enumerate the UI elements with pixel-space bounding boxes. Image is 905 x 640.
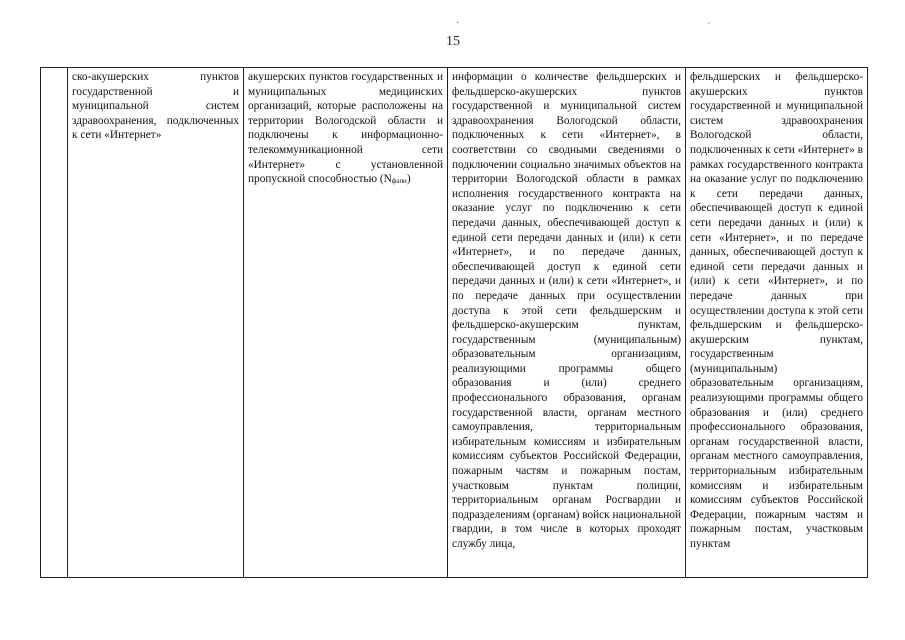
scan-speck: · xyxy=(456,18,460,29)
page-number: 15 xyxy=(446,34,460,49)
definition-subscript: фапи xyxy=(391,177,407,186)
indicator-table xyxy=(40,67,868,578)
definition-end: ) xyxy=(406,173,411,186)
source-text: фельдшерских и фельдшерско-акушерских пунктов государственной и муниципальной систем здравоохранения Вологодской области, подключенных к сети «Интернет» в рамках государственного контракта на оказание услуг по подключению к сети передачи данных, обеспечивающей доступ к единой сети передачи данных и (или) к сети «Интернет», и по передаче данных, обеспечивающей доступ к единой сети передачи данных и (или) к сети «Интернет», и по передаче данных при осуществлении доступа к этой сети фельдшерским и фельдшерско-акушерским пунктам, государственным (муниципальным) образовательным организациям, реализующими программы общего образования и (или) среднего профессионального образования, органам государственной власти, органам местного самоуправления, территориальным избирательным комиссиям и избирательным комиссиям субъектов Российской Федерации, пожарным частям и пожарным постам, участковым пунктам xyxy=(690,71,863,550)
indicator-name-cell xyxy=(68,68,244,578)
method-cell xyxy=(448,68,686,578)
row-number-cell xyxy=(41,68,68,578)
definition-cell xyxy=(244,68,448,578)
source-cell xyxy=(686,68,868,578)
indicator-name-text: ско-акушерских пунктов государственной и муниципальной систем здравоохранения, подключенных к сети «Интернет» xyxy=(72,71,239,142)
definition-text: акушерских пунктов государственных и муниципальных медицинских организаций, которые расположены на территории Вологодской области и подключены к информационно-телекоммуникационной сети «Интернет» с установленной пропускной способностью (N xyxy=(248,71,443,186)
scan-speck: ˊ xyxy=(707,22,711,33)
method-text: информации о количестве фельдшерских и фельдшерско-акушерских пунктов государственной и муниципальной систем здравоохранения Вологодской области, подключенных к сети «Интернет», в соответствии со сводными сведениями о подключении социально значимых объектов на территории Вологодской области в рамках исполнения государственного контракта на оказание услуг по подключению к сети передачи данных, обеспечивающей доступ к единой сети передачи данных и (или) к сети «Интернет», и по передаче данных, обеспечивающей доступ к единой сети передачи данных и (или) к сети «Интернет», и по передаче данных при осуществлении доступа к этой сети фельдшерским и фельдшерско-акушерским пунктам, государственным (муниципальным) образовательным организациям, реализующими программы общего образования и (или) среднего профессионального образования, органам государственной власти, органам местного самоуправления, территориальным избирательным комиссиям и избирательным комиссиям субъектов Российской Федерации, пожарным частям и пожарным постам, участковым пунктам полиции, территориальным органам Росгвардии и подразделениям (органам) войск национальной гвардии, в том числе в которых проходят службу лица, xyxy=(452,71,681,550)
table-row xyxy=(41,68,868,578)
